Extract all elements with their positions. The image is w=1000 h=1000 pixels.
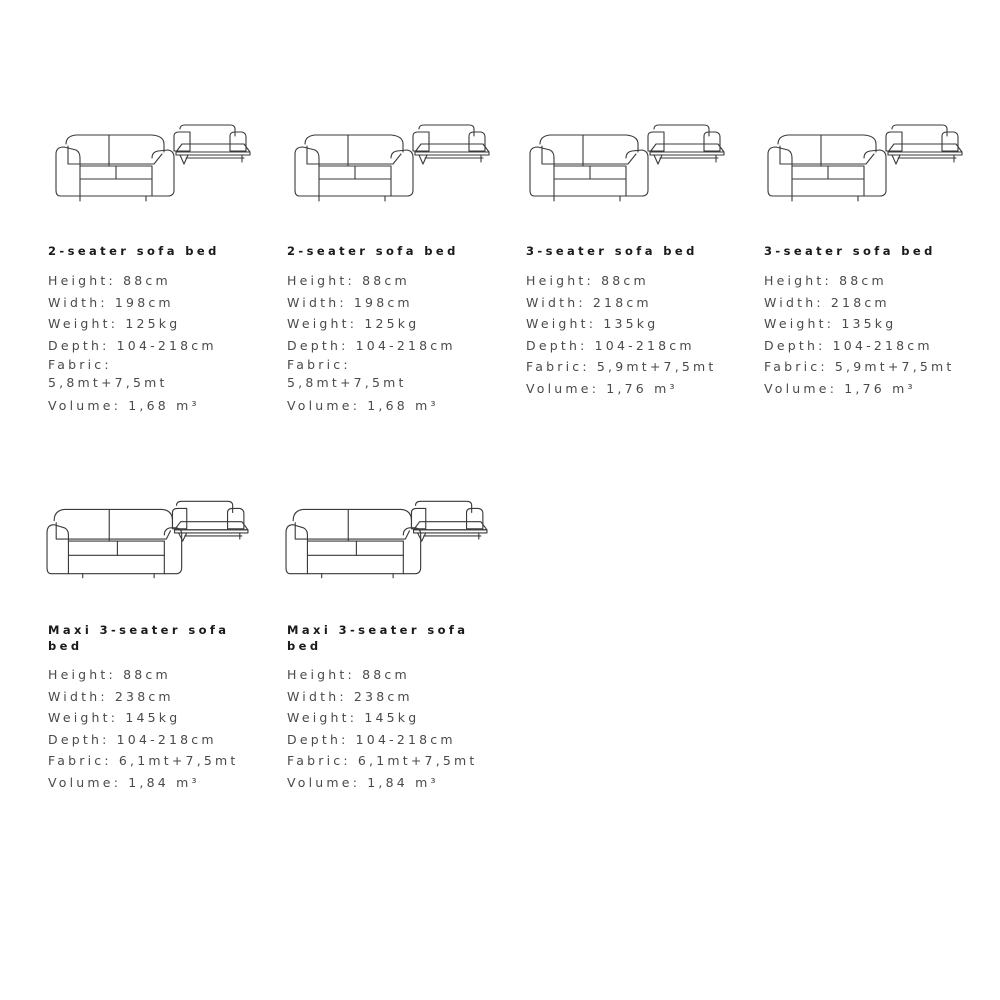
spec-fabric-value: 5,8mt+7,5mt	[287, 375, 407, 391]
spec-weight: Weight: 145kg	[287, 710, 420, 726]
spec-weight: Weight: 145kg	[48, 710, 181, 726]
spec-height: Height: 88cm	[764, 273, 887, 288]
spec-depth: Depth: 104-218cm	[48, 731, 217, 747]
spec-depth: Depth: 104-218cm	[48, 337, 217, 353]
spec-width: Width: 238cm	[287, 688, 413, 704]
spec-volume: Volume: 1,68 m³	[48, 398, 200, 414]
spec-list	[287, 270, 517, 417]
spec-depth: Depth: 104-218cm	[764, 337, 933, 353]
spec-volume: Volume: 1,84 m³	[48, 774, 200, 790]
spec-weight: Weight: 135kg	[764, 316, 897, 332]
spec-list	[48, 664, 278, 794]
spec-height: Height: 88cm	[287, 273, 410, 288]
spec-weight: Weight: 135kg	[526, 316, 659, 332]
spec-weight: Weight: 125kg	[287, 316, 420, 332]
product-card-6	[285, 496, 515, 796]
spec-volume: Volume: 1,76 m³	[526, 380, 678, 396]
product-title: 3-seater sofa bed	[764, 244, 936, 258]
spec-width: Width: 218cm	[526, 294, 652, 310]
spec-width: Width: 218cm	[764, 294, 890, 310]
spec-fabric: Fabric: 5,9mt+7,5mt	[526, 359, 717, 375]
spec-volume: Volume: 1,76 m³	[764, 380, 916, 396]
spec-list	[764, 270, 994, 400]
spec-fabric-label: Fabric:	[48, 357, 112, 373]
spec-volume: Volume: 1,84 m³	[287, 774, 439, 790]
product-title: 2-seater sofa bed	[48, 244, 220, 258]
product-card-5	[46, 496, 276, 796]
spec-list	[48, 270, 278, 417]
spec-list	[526, 270, 756, 400]
product-card-3	[524, 124, 754, 404]
spec-height: Height: 88cm	[48, 667, 171, 682]
spec-height: Height: 88cm	[526, 273, 649, 288]
spec-fabric-value: 5,8mt+7,5mt	[48, 375, 168, 391]
sofa-maxi-3-seater-and-open-bed-icon	[285, 496, 495, 586]
product-title: 3-seater sofa bed	[526, 244, 698, 258]
spec-depth: Depth: 104-218cm	[526, 337, 695, 353]
spec-height: Height: 88cm	[287, 667, 410, 682]
sofa-maxi-3-seater-and-open-bed-icon	[46, 496, 256, 586]
product-card-2	[285, 124, 515, 424]
spec-fabric-label: Fabric:	[287, 357, 351, 373]
product-card-1	[46, 124, 276, 424]
product-card-4	[762, 124, 992, 404]
sofa-3-seater-and-open-bed-icon	[528, 124, 738, 214]
spec-width: Width: 238cm	[48, 688, 174, 704]
spec-volume: Volume: 1,68 m³	[287, 398, 439, 414]
product-title: Maxi 3-seater sofa bed	[287, 623, 469, 653]
product-title: 2-seater sofa bed	[287, 244, 459, 258]
spec-height: Height: 88cm	[48, 273, 171, 288]
spec-depth: Depth: 104-218cm	[287, 337, 456, 353]
spec-depth: Depth: 104-218cm	[287, 731, 456, 747]
product-title: Maxi 3-seater sofa bed	[48, 623, 230, 653]
sofa-2-seater-and-open-bed-icon	[293, 124, 503, 214]
spec-list	[287, 664, 517, 794]
sofa-2-seater-and-open-bed-icon	[54, 124, 264, 214]
spec-width: Width: 198cm	[48, 294, 174, 310]
spec-fabric: Fabric: 6,1mt+7,5mt	[48, 753, 239, 769]
spec-weight: Weight: 125kg	[48, 316, 181, 332]
spec-fabric: Fabric: 5,9mt+7,5mt	[764, 359, 955, 375]
sofa-3-seater-and-open-bed-icon	[766, 124, 976, 214]
spec-fabric: Fabric: 6,1mt+7,5mt	[287, 753, 478, 769]
spec-width: Width: 198cm	[287, 294, 413, 310]
